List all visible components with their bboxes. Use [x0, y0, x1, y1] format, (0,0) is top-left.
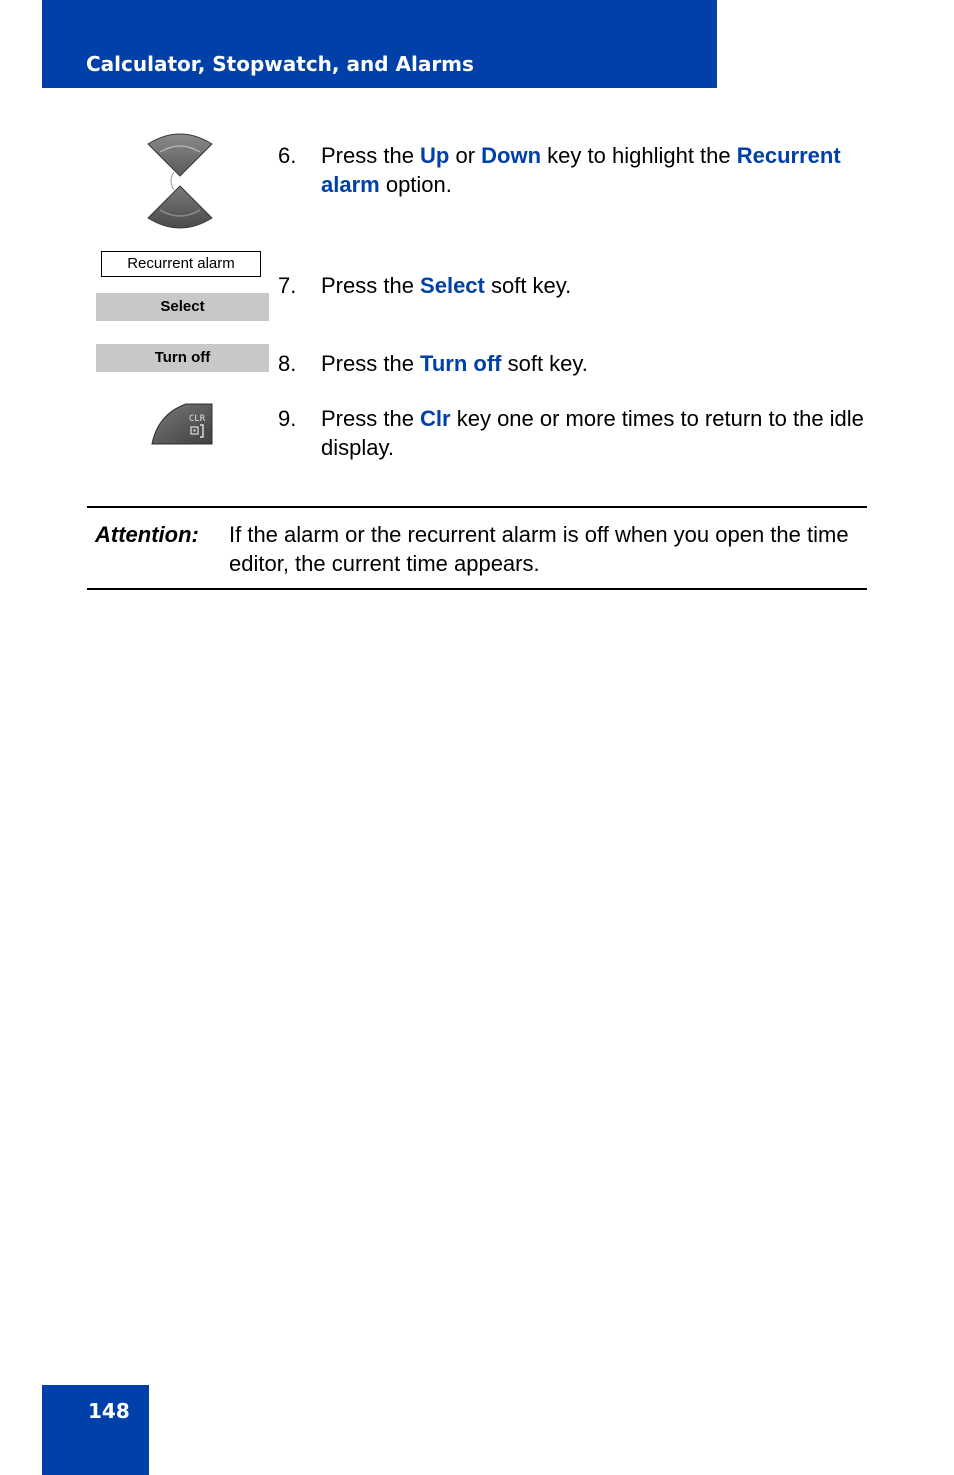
clr-key-ref: Clr: [420, 406, 451, 431]
attention-top-rule: [87, 506, 867, 508]
attention-text: If the alarm or the recurrent alarm is off when you open the time editor, the current time appears.: [229, 522, 849, 576]
up-key-ref: Up: [420, 143, 450, 168]
step-text-part: or: [449, 143, 482, 168]
step-text-part: option.: [379, 172, 452, 197]
step-text: [321, 141, 878, 199]
down-key-ref: Down: [481, 143, 542, 168]
step-text-part: Press the: [321, 143, 421, 168]
page-number: 148: [88, 1399, 130, 1423]
recurrent-alarm-screen-label: Recurrent alarm: [101, 251, 261, 277]
step-number: 9.: [278, 406, 297, 431]
recurrent-alarm-ref: Recurrent alarm: [321, 143, 841, 197]
step-number: 7.: [278, 273, 297, 298]
up-down-navigation-key-icon: [146, 130, 214, 234]
clr-key-icon: [148, 400, 216, 448]
select-softkey: Select: [96, 293, 269, 321]
page-header-title: Calculator, Stopwatch, and Alarms: [86, 52, 474, 76]
step-text-part: key one or more times to return to the idle display.: [321, 406, 864, 460]
step-text: [321, 349, 878, 378]
header-bar: [42, 0, 717, 88]
step-text-part: soft key.: [484, 273, 572, 298]
step-text-part: Press the: [321, 351, 421, 376]
attention-bottom-rule: [87, 588, 867, 590]
step-text-part: Press the: [321, 273, 421, 298]
attention-label: Attention:: [95, 522, 199, 547]
turn-off-key-ref: Turn off: [420, 351, 502, 376]
select-key-ref: Select: [420, 273, 485, 298]
step-number: 8.: [278, 351, 297, 376]
step-text: [321, 271, 878, 300]
step-number: 6.: [278, 143, 297, 168]
step-text-part: key to highlight the: [541, 143, 737, 168]
step-text-part: soft key.: [501, 351, 588, 376]
turn-off-softkey: Turn off: [96, 344, 269, 372]
step-6: [278, 141, 878, 199]
step-7: [278, 271, 878, 300]
step-9: [278, 404, 878, 462]
clr-key-label: CLR: [188, 414, 206, 424]
step-text-part: Press the: [321, 406, 421, 431]
step-8: [278, 349, 878, 378]
step-text: [321, 404, 878, 462]
footer-bar: [42, 1385, 149, 1475]
